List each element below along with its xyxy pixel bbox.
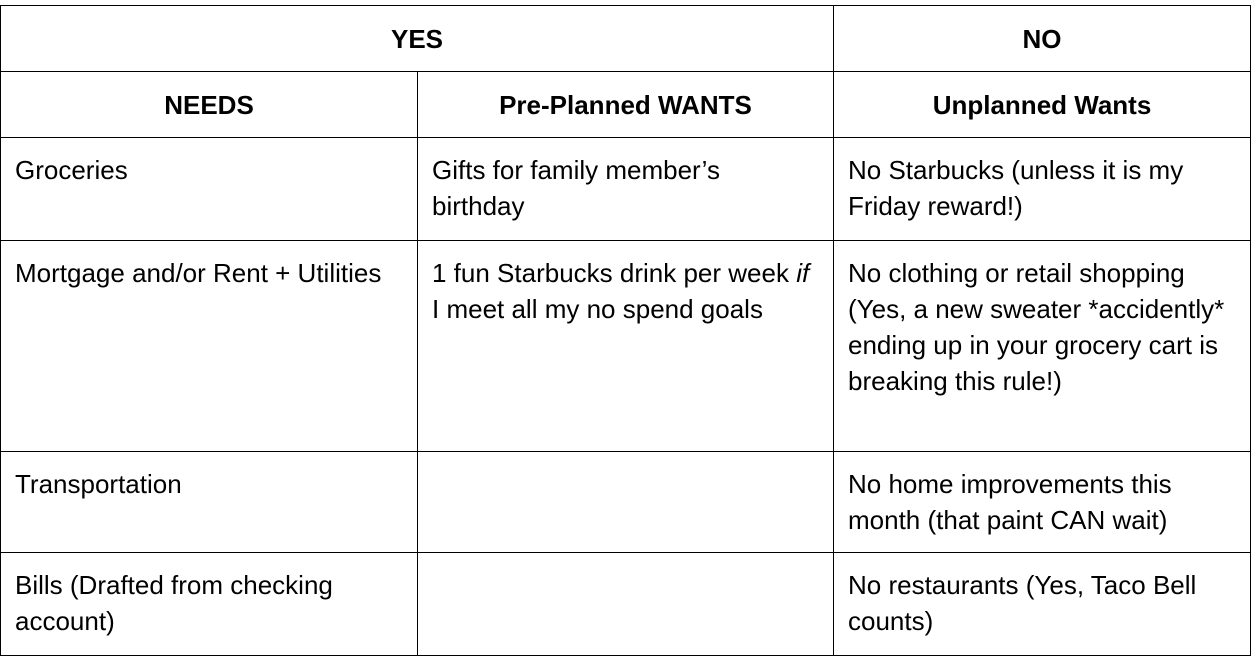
group-header-row	[1, 6, 1251, 72]
table-row	[1, 138, 1251, 241]
preplanned-cell	[418, 241, 834, 452]
no-spend-rules-table	[0, 5, 1251, 656]
needs-header: NEEDS	[1, 72, 418, 138]
preplanned-cell: Gifts for family member’s birthday	[418, 138, 834, 241]
needs-cell: Bills (Drafted from checking account)	[1, 553, 418, 656]
yes-header: YES	[1, 6, 834, 72]
table-row	[1, 241, 1251, 452]
no-header: NO	[834, 6, 1251, 72]
column-header-row	[1, 72, 1251, 138]
preplanned-text-emphasis: if	[796, 258, 810, 288]
unplanned-cell: No Starbucks (unless it is my Friday reward!)	[834, 138, 1251, 241]
unplanned-cell: No clothing or retail shopping (Yes, a new sweater *accidently* ending up in your grocery cart is breaking this rule!)	[834, 241, 1251, 452]
table-row	[1, 452, 1251, 553]
preplanned-wants-header: Pre-Planned WANTS	[418, 72, 834, 138]
needs-cell: Mortgage and/or Rent + Utilities	[1, 241, 418, 452]
unplanned-cell: No home improvements this month (that paint CAN wait)	[834, 452, 1251, 553]
preplanned-cell	[418, 452, 834, 553]
preplanned-text-before: 1 fun Starbucks drink per week	[432, 258, 797, 288]
needs-cell: Groceries	[1, 138, 418, 241]
preplanned-cell	[418, 553, 834, 656]
table-row	[1, 553, 1251, 656]
needs-cell: Transportation	[1, 452, 418, 553]
preplanned-text-after: I meet all my no spend goals	[432, 294, 763, 324]
unplanned-wants-header: Unplanned Wants	[834, 72, 1251, 138]
unplanned-cell: No restaurants (Yes, Taco Bell counts)	[834, 553, 1251, 656]
